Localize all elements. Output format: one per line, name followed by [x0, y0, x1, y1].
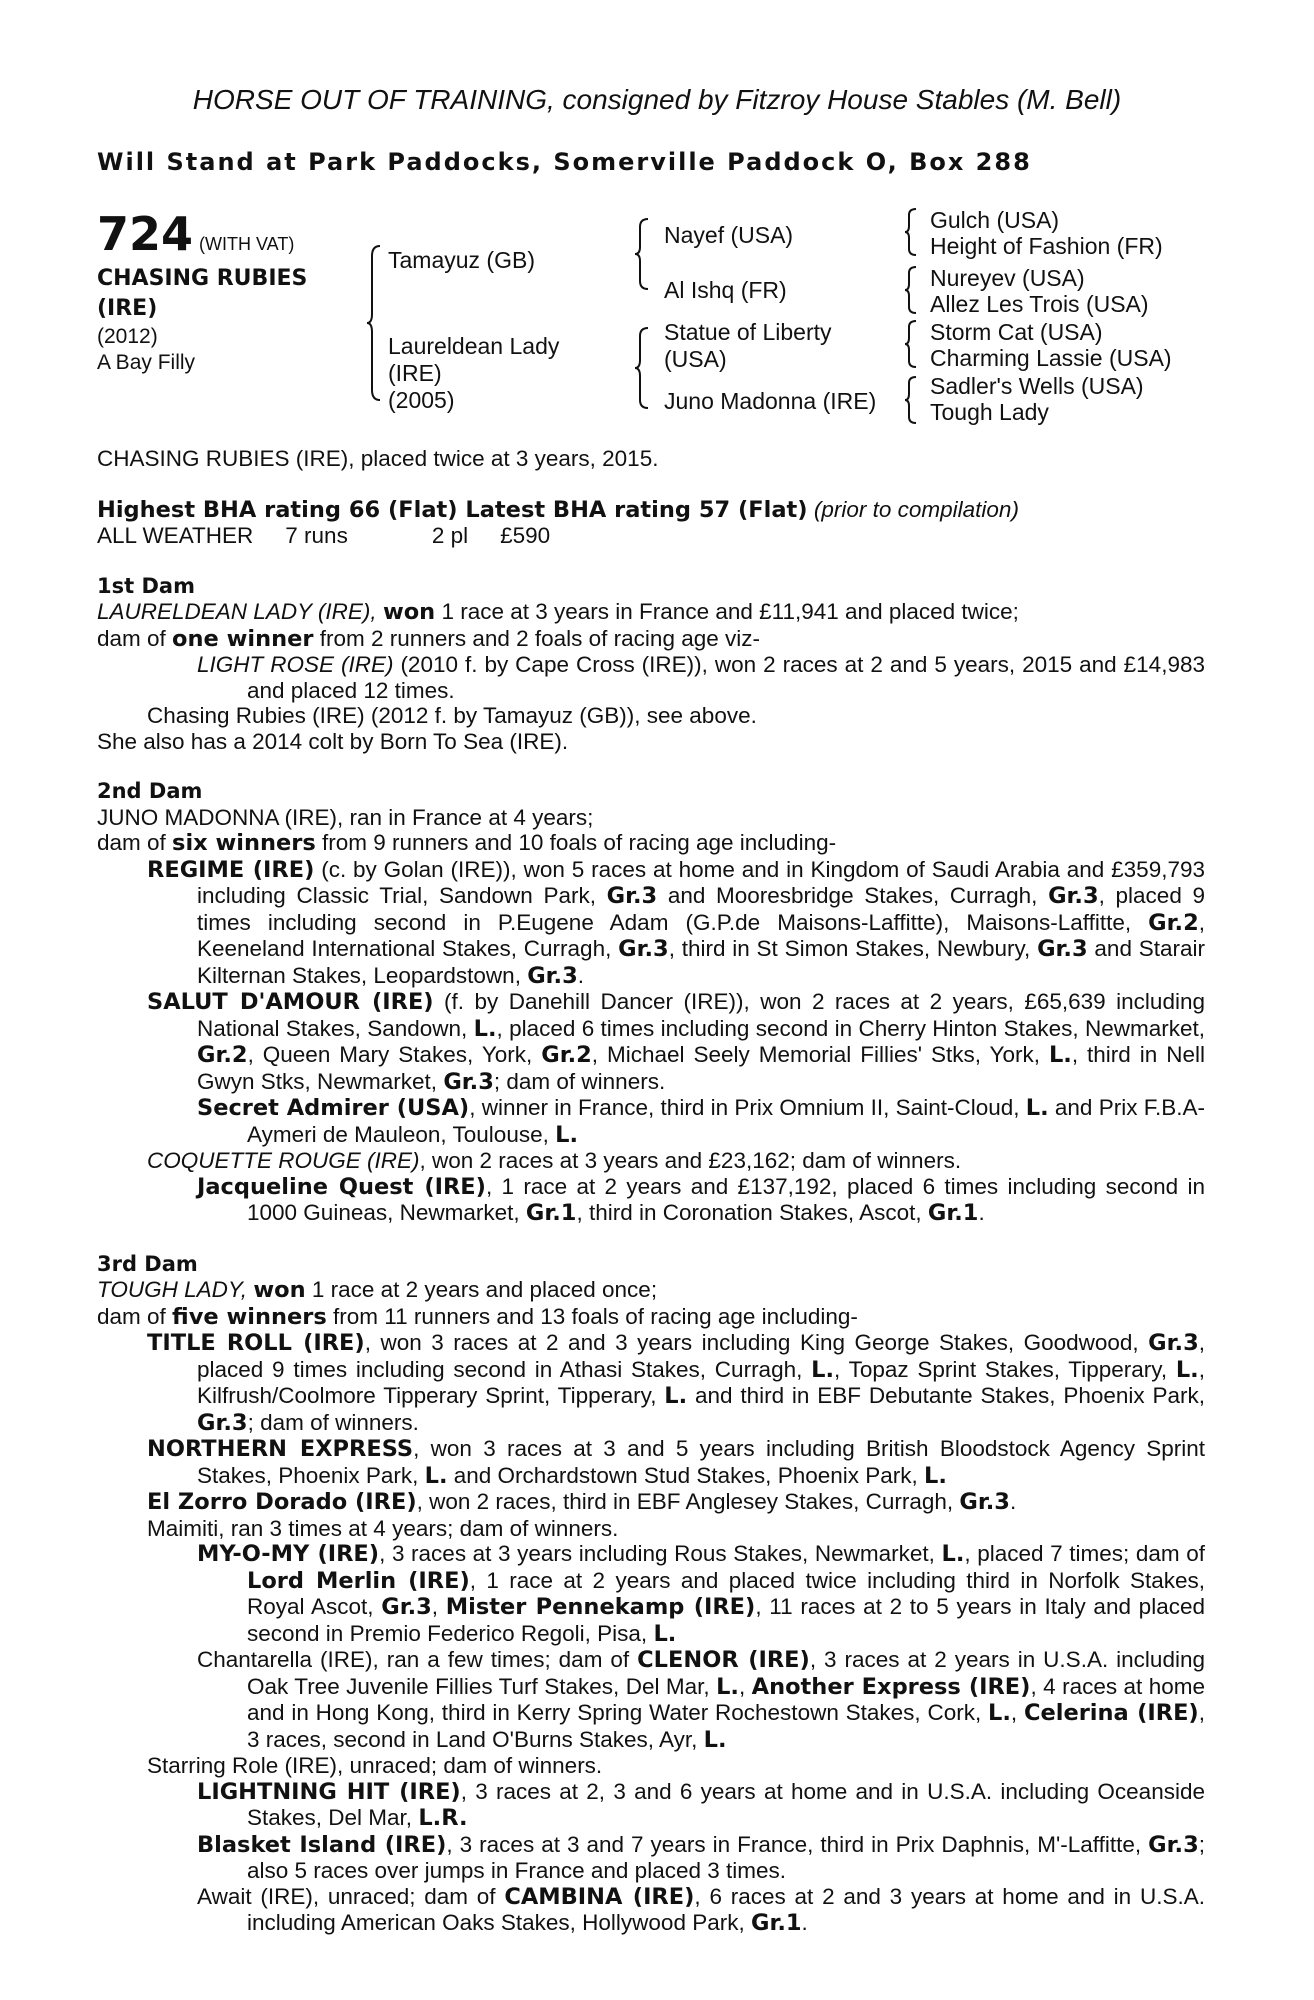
produce-jacqueline-quest: Jacqueline Quest (IRE), 1 race at 2 years and £137,192, placed 6 times including second in 1000 Guineas, Newmarket, Gr.1, third in Coronation Stakes, Ascot, Gr.1.	[197, 1173, 1205, 1226]
pedigree-dsd: Charming Lassie (USA)	[930, 345, 1172, 371]
first-dam-record: LAURELDEAN LADY (IRE), won 1 race at 3 years in France and £11,941 and placed twice;	[97, 599, 1019, 625]
third-dam-heading: 3rd Dam	[97, 1251, 198, 1276]
lot-block	[97, 207, 308, 376]
pedigree-dam-dam: Juno Madonna (IRE)	[664, 388, 877, 414]
consignor-heading: HORSE OUT OF TRAINING, consigned by Fitzroy House Stables (M. Bell)	[192, 84, 1122, 115]
produce-blasket-island: Blasket Island (IRE), 3 races at 3 and 7 years in France, third in Prix Daphnis, M'-Laffitte, Gr.3; also 5 races over jumps in France and placed 3 times.	[197, 1831, 1205, 1883]
produce-northern-express: NORTHERN EXPRESS, won 3 races at 3 and 5 years including British Bloodstock Agency Sprint Stakes, Phoenix Park, L. and Orchardstown Stud Stakes, Phoenix Park, L.	[147, 1436, 1205, 1489]
first-dam-colt: She also has a 2014 colt by Born To Sea (IRE).	[97, 728, 569, 754]
produce-coquette-rouge: COQUETTE ROUGE (IRE), won 2 races at 3 years and £23,162; dam of winners.	[147, 1148, 962, 1173]
first-dam-produce: dam of one winner from 2 runners and 2 foals of racing age viz-	[97, 625, 760, 652]
produce-await: Await (IRE), unraced; dam of CAMBINA (IRE), 6 races at 2 and 3 years at home and in U.S.A. including American Oaks Stakes, Hollywood Park, Gr.1.	[197, 1883, 1205, 1936]
vat-note: (WITH VAT)	[199, 234, 295, 254]
pedigree-brace-dd	[904, 375, 918, 425]
pedigree-sdd: Allez Les Trois (USA)	[930, 291, 1149, 317]
pedigree-dam: Laureldean Lady (IRE) (2005)	[388, 333, 560, 413]
produce-regime: REGIME (IRE) (c. by Golan (IRE)), won 5 races at home and in Kingdom of Saudi Arabia and £359,793 including Classic Trial, Sandown Park, Gr.3 and Mooresbridge Stakes, Curragh, Gr.3, placed 9 times including second in P.Eugene Adam (G.P.de Maisons-Laffitte), Maisons-Laffitte, Gr.2, Keeneland International Stakes, Curragh, Gr.3, third in St Simon Stakes, Newbury, Gr.3 and Starair Kilternan Stakes, Leopardstown, Gr.3.	[147, 856, 1205, 989]
rating-line: Highest BHA rating 66 (Flat) Latest BHA rating 57 (Flat) (prior to compilation)	[97, 496, 1019, 523]
pedigree-sds: Nureyev (USA)	[930, 265, 1085, 291]
pedigree-brace-main	[366, 244, 382, 402]
pedigree-dam-sire: Statue of Liberty (USA)	[664, 319, 832, 372]
produce-my-o-my: MY-O-MY (IRE), 3 races at 3 years including Rous Stakes, Newmarket, L., placed 7 times; dam of Lord Merlin (IRE), 1 race at 2 years and placed twice including third in Norfolk Stakes, Royal Ascot, Gr.3, Mister Pennekamp (IRE), 11 races at 2 to 5 years in Italy and placed second in Premio Federico Regoli, Pisa, L.	[197, 1541, 1206, 1647]
produce-el-zorro-dorado: El Zorro Dorado (IRE), won 2 races, third in EBF Anglesey Stakes, Curragh, Gr.3.	[147, 1489, 1017, 1515]
produce-secret-admirer: Secret Admirer (USA), winner in France, third in Prix Omnium II, Saint-Cloud, L. and Prix F.B.A-Aymeri de Mauleon, Toulouse, L.	[197, 1095, 1205, 1148]
produce-light-rose: LIGHT ROSE (IRE) (2010 f. by Cape Cross (IRE)), won 2 races at 2 and 5 years, 2015 and £14,983 and placed 12 times.	[197, 652, 1205, 703]
pedigree-brace-dam	[634, 326, 650, 410]
pedigree-ssd: Height of Fashion (FR)	[930, 233, 1163, 259]
produce-chantarella: Chantarella (IRE), ran a few times; dam of CLENOR (IRE), 3 races at 2 years in U.S.A. including Oak Tree Juvenile Fillies Turf Stakes, Del Mar, L., Another Express (IRE), 4 races at home and in Hong Kong, third in Kerry Spring Water Rochestown Stakes, Cork, L., Celerina (IRE), 3 races, second in Land O'Burns Stakes, Ayr, L.	[197, 1647, 1206, 1753]
pedigree-sss: Gulch (USA)	[930, 207, 1060, 233]
produce-maimiti: Maimiti, ran 3 times at 4 years; dam of winners.	[147, 1515, 619, 1541]
pedigree-brace-ss	[904, 207, 918, 257]
produce-title-roll: TITLE ROLL (IRE), won 3 races at 2 and 3 years including King George Stakes, Goodwood, Gr.3, placed 9 times including second in Athasi Stakes, Curragh, L., Topaz Sprint Stakes, Tipperary, L., Kilfrush/Coolmore Tipperary Sprint, Tipperary, L. and third in EBF Debutante Stakes, Phoenix Park, Gr.3; dam of winners.	[147, 1330, 1205, 1436]
pedigree-dss: Storm Cat (USA)	[930, 319, 1103, 345]
second-dam-heading: 2nd Dam	[97, 779, 203, 803]
third-dam-record: TOUGH LADY, won 1 race at 2 years and placed once;	[97, 1277, 658, 1303]
pedigree-ddd: Tough Lady	[930, 399, 1049, 425]
pedigree-sire-sire: Nayef (USA)	[664, 222, 794, 248]
second-dam-produce: dam of six winners from 9 runners and 10 foals of racing age including-	[97, 830, 837, 856]
produce-salut-damour: SALUT D'AMOUR (IRE) (f. by Danehill Dancer (IRE)), won 2 races at 2 years, £65,639 including National Stakes, Sandown, L., placed 6 times including second in Cherry Hinton Stakes, Newmarket, Gr.2, Queen Mary Stakes, York, Gr.2, Michael Seely Memorial Fillies' Stks, York, L., third in Nell Gwyn Stks, Newmarket, Gr.3; dam of winners.	[147, 989, 1206, 1095]
pedigree-brace-sd	[904, 265, 918, 315]
second-dam-record: JUNO MADONNA (IRE), ran in France at 4 years;	[97, 804, 594, 830]
horse-name: CHASING RUBIES (IRE)	[97, 266, 308, 321]
foaling-year: (2012)	[97, 325, 158, 348]
catalogue-body	[97, 446, 1205, 1937]
produce-starring-role: Starring Role (IRE), unraced; dam of winners.	[147, 1753, 603, 1778]
produce-lightning-hit: LIGHTNING HIT (IRE), 3 races at 2, 3 and 6 years at home and in U.S.A. including Oceanside Stakes, Del Mar, L.R.	[197, 1778, 1205, 1831]
produce-chasing-rubies: Chasing Rubies (IRE) (2012 f. by Tamayuz (GB)), see above.	[147, 703, 757, 728]
pedigree-sire: Tamayuz (GB)	[388, 247, 535, 273]
first-dam-heading: 1st Dam	[97, 573, 195, 598]
summary-line: CHASING RUBIES (IRE), placed twice at 3 years, 2015.	[97, 446, 659, 471]
pedigree-brace-sire	[634, 217, 650, 291]
lot-number: 724	[97, 207, 194, 261]
horse-description: A Bay Filly	[97, 351, 196, 374]
stand-location: Will Stand at Park Paddocks, Somerville Paddock O, Box 288	[97, 148, 1032, 176]
all-weather-record: ALL WEATHER 7 runs 2 pl £590	[97, 523, 551, 548]
pedigree-brace-ds	[904, 319, 918, 369]
pedigree-dds: Sadler's Wells (USA)	[930, 373, 1144, 399]
third-dam-produce: dam of five winners from 11 runners and 13 foals of racing age including-	[97, 1303, 858, 1330]
pedigree-sire-dam: Al Ishq (FR)	[664, 277, 787, 303]
